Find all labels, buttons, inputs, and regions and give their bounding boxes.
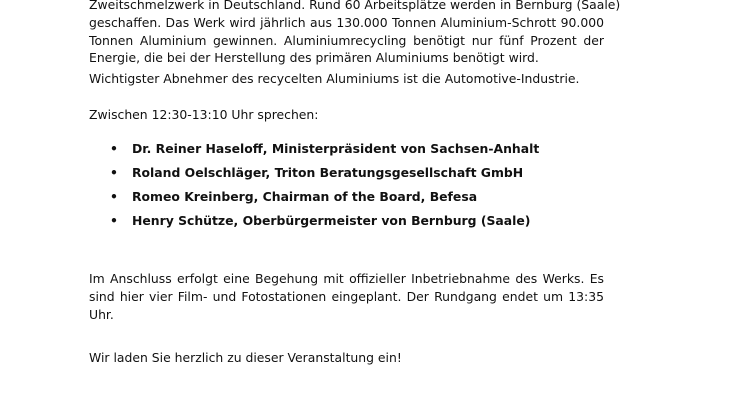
speakers-intro: Zwischen 12:30-13:10 Uhr sprechen: xyxy=(89,107,319,122)
speaker-list-item xyxy=(110,212,630,230)
bullet-icon: • xyxy=(110,141,118,156)
speaker-list-item xyxy=(110,164,630,182)
paragraph-2-line-3: Uhr. xyxy=(89,307,114,322)
paragraph-1-line-4: Energie, die bei der Herstellung des primären Aluminiums benötigt wird. xyxy=(89,50,539,65)
speaker-list-item xyxy=(110,188,630,206)
bullet-icon: • xyxy=(110,189,118,204)
speaker-name: Dr. Reiner Haseloff, Ministerpräsident von Sachsen-Anhalt xyxy=(132,141,540,156)
bullet-icon: • xyxy=(110,165,118,180)
paragraph-1-line-3: Tonnen Aluminium gewinnen. Aluminiumrecycling benötigt nur fünf Prozent der xyxy=(89,33,604,48)
paragraph-1-line-5: Wichtigster Abnehmer des recycelten Aluminiums ist die Automotive-Industrie. xyxy=(89,71,580,86)
bullet-icon: • xyxy=(110,213,118,228)
speaker-name: Henry Schütze, Oberbürgermeister von Bernburg (Saale) xyxy=(132,213,531,228)
speaker-name: Roland Oelschläger, Triton Beratungsgesellschaft GmbH xyxy=(132,165,524,180)
closing-line: Wir laden Sie herzlich zu dieser Veranstaltung ein! xyxy=(89,350,402,365)
speaker-list-item xyxy=(110,140,630,158)
paragraph-2-line-2: sind hier vier Film- und Fotostationen eingeplant. Der Rundgang endet um 13:35 xyxy=(89,289,604,304)
paragraph-1-line-2: geschaffen. Das Werk wird jährlich aus 130.000 Tonnen Aluminium-Schrott 90.000 xyxy=(89,15,604,30)
paragraph-2-line-1: Im Anschluss erfolgt eine Begehung mit offizieller Inbetriebnahme des Werks. Es xyxy=(89,271,604,286)
speaker-name: Romeo Kreinberg, Chairman of the Board, Befesa xyxy=(132,189,478,204)
paragraph-1-line-1: Zweitschmelzwerk in Deutschland. Rund 60 Arbeitsplätze werden in Bernburg (Saale) xyxy=(89,0,621,12)
